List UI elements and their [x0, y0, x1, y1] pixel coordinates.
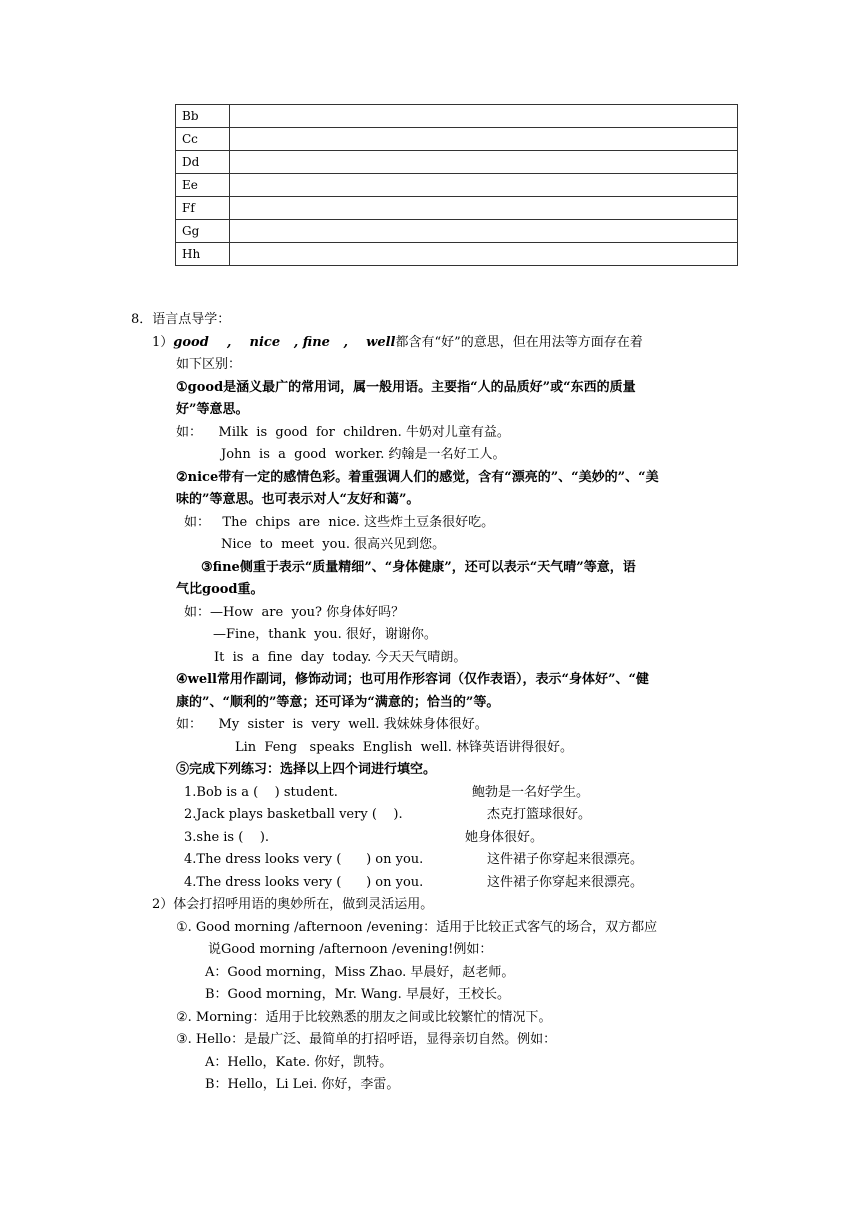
nice-title-2: 味的”等意思。也可表示对人“友好和蔼”。: [176, 492, 420, 507]
table-row: [176, 105, 738, 128]
point1-prefix: 1）: [152, 335, 174, 350]
well-title-1: ④well常用作副词，修饰动词；也可用作形容词（仅作表语），表示“身体好”、“健: [176, 672, 649, 687]
greeting-1-line1: ①. Good morning /afternoon /evening：适用于比较正式客气的场合，双方都应: [176, 920, 658, 935]
point1-text: 都含有“好”的意思，但在用法等方面存在着: [395, 335, 643, 350]
table-row: [176, 128, 738, 151]
section-heading: 8．语言点导学：: [131, 312, 231, 327]
well-example-2: Lin Feng speaks English well. 林锋英语讲得很好。: [235, 740, 573, 755]
point1-words: good , nice , fine , well: [173, 335, 396, 350]
nice-example-2: Nice to meet you. 很高兴见到您。: [221, 537, 446, 552]
greeting-1-example-a: A：Good morning，Miss Zhao. 早晨好，赵老师。: [205, 965, 515, 980]
nice-title-1: ②nice带有一定的感情色彩。着重强调人们的感觉，含有“漂亮的”、“美妙的”、“美: [176, 470, 659, 485]
blank-cell: [230, 105, 738, 128]
exercise-2-translation: 杰克打篮球很好。: [487, 807, 592, 822]
point1-line2: 如下区别：: [176, 357, 242, 372]
point1-line1: [152, 334, 643, 352]
blank-cell: [230, 174, 738, 197]
letter-cell: Ff: [176, 197, 230, 220]
blank-cell: [230, 151, 738, 174]
exercise-1: 1.Bob is a ( ) student.: [184, 785, 338, 800]
blank-cell: [230, 243, 738, 266]
blank-cell: [230, 197, 738, 220]
fine-example-2: —Fine，thank you. 很好，谢谢你。: [213, 627, 437, 642]
greeting-3-example-b: B：Hello，Li Lei. 你好，李雷。: [205, 1077, 400, 1092]
exercise-3-translation: 她身体很好。: [465, 830, 544, 845]
greeting-3: ③. Hello：是最广泛、最简单的打招呼语，显得亲切自然。例如：: [176, 1032, 557, 1047]
well-title-2: 康的”、“顺利的”等意；还可译为“满意的；恰当的”等。: [176, 695, 500, 710]
greeting-3-example-a: A：Hello，Kate. 你好，凯特。: [205, 1055, 393, 1070]
well-example-1: 如： My sister is very well. 我妹妹身体很好。: [176, 717, 488, 732]
letter-cell: Gg: [176, 220, 230, 243]
table-row: [176, 243, 738, 266]
letter-cell: Bb: [176, 105, 230, 128]
table-row: [176, 174, 738, 197]
exercise-4: 4.The dress looks very ( ) on you.: [184, 852, 424, 867]
fine-title-1: ③fine侧重于表示“质量精细”、“身体健康”，还可以表示“天气晴”等意，语: [201, 560, 636, 575]
good-example-1: 如： Milk is good for children. 牛奶对儿童有益。: [176, 425, 510, 440]
good-title-2: 好”等意思。: [176, 402, 249, 417]
blank-cell: [230, 220, 738, 243]
nice-example-1: 如： The chips are nice. 这些炸土豆条很好吃。: [184, 515, 495, 530]
exercise-title: ⑤完成下列练习：选择以上四个词进行填空。: [176, 762, 437, 777]
table-row: [176, 220, 738, 243]
exercise-5-translation: 这件裙子你穿起来很漂亮。: [487, 875, 644, 890]
good-example-2: John is a good worker. 约翰是一名好工人。: [221, 447, 506, 462]
letter-cell: Dd: [176, 151, 230, 174]
good-title-1: ①good是涵义最广的常用词，属一般用语。主要指“人的品质好”或“东西的质量: [176, 380, 636, 395]
blank-cell: [230, 128, 738, 151]
letter-cell: Ee: [176, 174, 230, 197]
fine-example-3: It is a fine day today. 今天天气晴朗。: [214, 650, 467, 665]
letter-cell: Cc: [176, 128, 230, 151]
letter-cell: Hh: [176, 243, 230, 266]
exercise-1-translation: 鲍勃是一名好学生。: [472, 785, 590, 800]
letter-table: [175, 104, 738, 266]
greeting-1-example-b: B：Good morning，Mr. Wang. 早晨好，王校长。: [205, 987, 510, 1002]
fine-title-2: 气比good重。: [176, 582, 264, 597]
table-row: [176, 151, 738, 174]
exercise-5: 4.The dress looks very ( ) on you.: [184, 875, 424, 890]
exercise-3: 3.she is ( ).: [184, 830, 270, 845]
greeting-2: ②. Morning：适用于比较熟悉的朋友之间或比较繁忙的情况下。: [176, 1010, 552, 1025]
fine-example-1: 如：—How are you? 你身体好吗？: [184, 605, 405, 620]
point2-title: 2）体会打招呼用语的奥妙所在，做到灵活运用。: [152, 897, 434, 912]
exercise-4-translation: 这件裙子你穿起来很漂亮。: [487, 852, 644, 867]
table-row: [176, 197, 738, 220]
greeting-1-line2: 说Good morning /afternoon /evening!例如：: [208, 942, 493, 957]
exercise-2: 2.Jack plays basketball very ( ).: [184, 807, 403, 822]
